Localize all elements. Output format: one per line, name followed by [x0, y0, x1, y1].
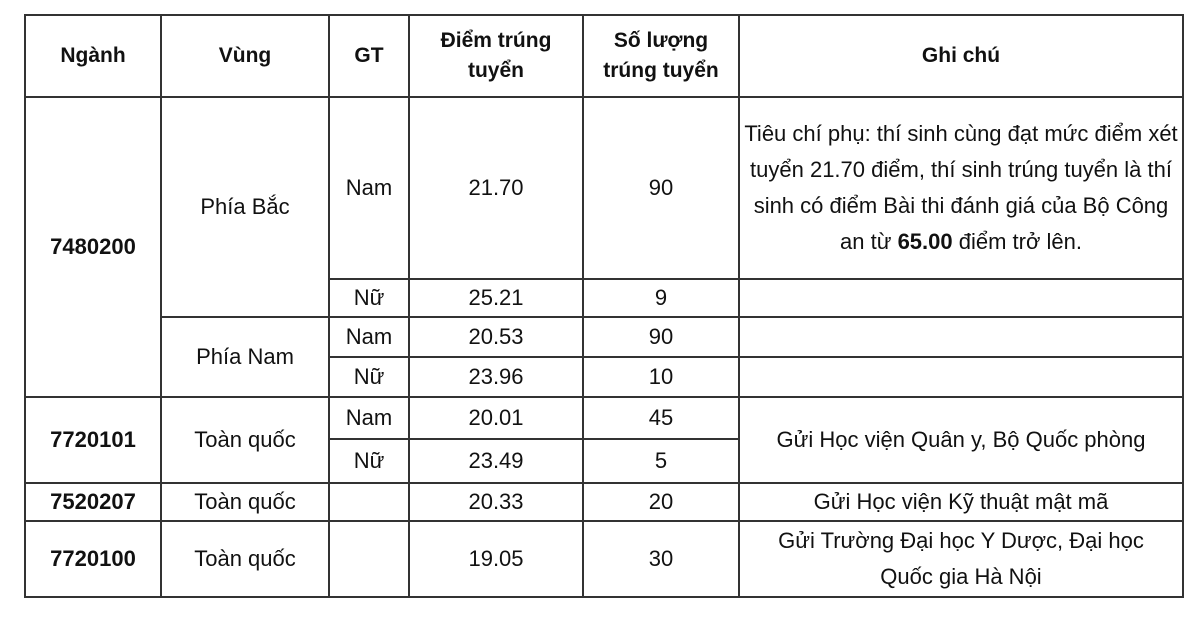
- header-nganh: Ngành: [25, 15, 161, 97]
- score-cell: 19.05: [409, 521, 583, 597]
- count-cell: 20: [583, 483, 739, 521]
- table-row: [25, 317, 1183, 357]
- gender-cell: [329, 483, 409, 521]
- major-code: 7480200: [25, 97, 161, 397]
- note-bold-score: 65.00: [897, 229, 953, 254]
- count-cell: 90: [583, 97, 739, 279]
- header-gt: GT: [329, 15, 409, 97]
- header-row: [25, 15, 1183, 97]
- note-text-end: điểm trở lên.: [952, 229, 1082, 254]
- note-cell: Gửi Học viện Quân y, Bộ Quốc phòng: [739, 397, 1183, 483]
- region-cell: Toàn quốc: [161, 483, 329, 521]
- gender-cell: [329, 521, 409, 597]
- score-cell: 25.21: [409, 279, 583, 317]
- region-cell: Toàn quốc: [161, 397, 329, 483]
- score-cell: 20.33: [409, 483, 583, 521]
- note-cell: [739, 97, 1183, 279]
- region-cell: Phía Bắc: [161, 97, 329, 317]
- table-row: [25, 483, 1183, 521]
- table-row: [25, 97, 1183, 279]
- count-cell: 30: [583, 521, 739, 597]
- note-cell: [739, 317, 1183, 357]
- major-code: 7720100: [25, 521, 161, 597]
- major-code: 7720101: [25, 397, 161, 483]
- score-cell: 21.70: [409, 97, 583, 279]
- gender-cell: Nữ: [329, 357, 409, 397]
- admission-scores-table: [24, 14, 1184, 598]
- gender-cell: Nam: [329, 397, 409, 439]
- region-cell: Phía Nam: [161, 317, 329, 397]
- header-diem-trung-tuyen: Điểm trúng tuyển: [409, 15, 583, 97]
- note-cell: [739, 357, 1183, 397]
- gender-cell: Nam: [329, 97, 409, 279]
- note-cell: Gửi Học viện Kỹ thuật mật mã: [739, 483, 1183, 521]
- table-row: [25, 397, 1183, 439]
- count-cell: 10: [583, 357, 739, 397]
- score-cell: 23.49: [409, 439, 583, 483]
- score-cell: 20.01: [409, 397, 583, 439]
- note-text: Tiêu chí phụ: thí sinh cùng đạt mức điểm xét tuyển 21.70 điểm, thí sinh trúng tuyển là thí sinh có điểm Bài thi đánh giá của Bộ Công an từ: [744, 121, 1178, 254]
- gender-cell: Nữ: [329, 439, 409, 483]
- note-cell: [739, 279, 1183, 317]
- count-cell: 5: [583, 439, 739, 483]
- note-cell: Gửi Trường Đại học Y Dược, Đại học Quốc gia Hà Nội: [739, 521, 1183, 597]
- header-so-luong: Số lượng trúng tuyển: [583, 15, 739, 97]
- count-cell: 45: [583, 397, 739, 439]
- region-cell: Toàn quốc: [161, 521, 329, 597]
- count-cell: 90: [583, 317, 739, 357]
- table-row: [25, 521, 1183, 597]
- count-cell: 9: [583, 279, 739, 317]
- major-code: 7520207: [25, 483, 161, 521]
- header-ghi-chu: Ghi chú: [739, 15, 1183, 97]
- gender-cell: Nữ: [329, 279, 409, 317]
- header-vung: Vùng: [161, 15, 329, 97]
- gender-cell: Nam: [329, 317, 409, 357]
- score-cell: 20.53: [409, 317, 583, 357]
- score-cell: 23.96: [409, 357, 583, 397]
